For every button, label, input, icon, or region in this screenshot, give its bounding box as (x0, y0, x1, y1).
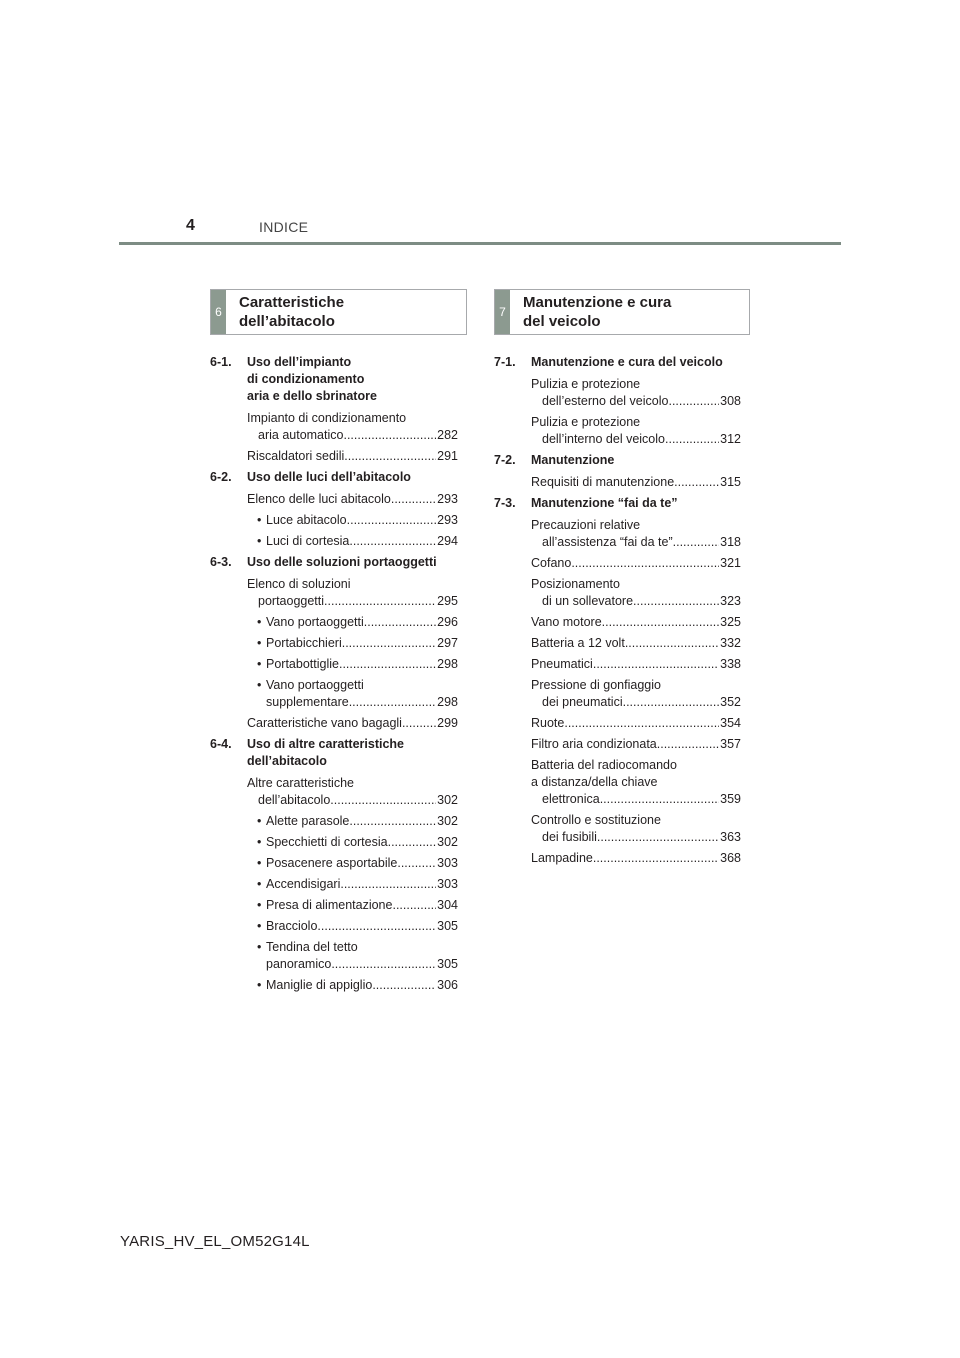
entry-label-line: Posizionamento (531, 577, 620, 591)
entry-label: Pneumatici (531, 657, 593, 671)
entry-line (531, 694, 741, 711)
entry-line (266, 977, 458, 994)
entry-label-line: Elenco di soluzioni (247, 577, 351, 591)
bullet-icon: • (257, 940, 262, 954)
entry-label: Batteria a 12 volt (531, 636, 625, 650)
toc-sub-entry[interactable] (247, 939, 458, 973)
entry-line (247, 792, 458, 809)
entry-page-number: 293 (437, 492, 458, 506)
entry-page-number: 368 (720, 851, 741, 865)
toc-entry[interactable] (247, 775, 458, 809)
toc-sub-entry[interactable] (247, 977, 458, 994)
entry-label-line: Pulizia e protezione (531, 415, 641, 429)
toc-entry[interactable] (531, 414, 741, 448)
entry-line (531, 614, 741, 631)
toc-entry[interactable] (531, 614, 741, 631)
dot-leader (317, 918, 436, 935)
dot-leader (674, 474, 719, 491)
entry-line (247, 491, 458, 508)
toc-entry[interactable] (247, 715, 458, 732)
entry-line (531, 635, 741, 652)
category-number: 7-3. (494, 496, 516, 510)
bullet-icon: • (257, 978, 262, 992)
toc-entry[interactable] (531, 474, 741, 491)
entry-page-number: 305 (437, 957, 458, 971)
footer-code: YARIS_HV_EL_OM52G14L (120, 1233, 310, 1250)
entry-label: Cofano (531, 556, 572, 570)
toc-entry-group (210, 410, 458, 465)
toc-entry[interactable] (531, 850, 741, 867)
entry-page-number: 306 (437, 978, 458, 992)
entry-label: Alette parasole (266, 814, 350, 828)
entry-page-number: 298 (437, 695, 458, 709)
category-title: Uso di altre caratteristiche dell’abitacolo (247, 737, 405, 768)
dot-leader (324, 593, 436, 610)
toc-category (210, 469, 458, 486)
bullet-icon: • (257, 856, 262, 870)
entry-line (247, 427, 458, 444)
toc-entry[interactable] (247, 410, 458, 444)
entry-label: portaoggetti (258, 594, 325, 608)
category-number: 6-2. (210, 470, 232, 484)
toc-sub-entry[interactable] (247, 677, 458, 711)
toc-entry[interactable] (531, 677, 741, 711)
entry-page-number: 332 (720, 636, 741, 650)
section-6-header (210, 289, 467, 335)
entry-label: all’assistenza “fai da te” (542, 535, 673, 549)
entry-page-number: 282 (437, 428, 458, 442)
entry-line (531, 555, 741, 572)
entry-page-number: 302 (437, 793, 458, 807)
toc-entry[interactable] (531, 576, 741, 610)
toc-sub-entry[interactable] (247, 635, 458, 652)
entry-line (531, 829, 741, 846)
category-title: Manutenzione e cura del veicolo (531, 355, 723, 369)
dot-leader (633, 593, 719, 610)
entry-page-number: 323 (720, 594, 741, 608)
toc-entry[interactable] (531, 635, 741, 652)
entry-label: Portabottiglie (266, 657, 339, 671)
dot-leader (402, 715, 436, 732)
toc-sub-entry[interactable] (247, 918, 458, 935)
toc-category (210, 554, 458, 571)
entry-page-number: 338 (720, 657, 741, 671)
entry-line (266, 834, 458, 851)
category-title: Manutenzione (531, 453, 615, 467)
dot-leader (593, 850, 719, 867)
bullet-icon: • (257, 636, 262, 650)
entry-page-number: 298 (437, 657, 458, 671)
entry-label: Presa di alimentazione (266, 898, 393, 912)
dot-leader (347, 512, 437, 529)
section-7-title: Manutenzione e cura del veicolo (523, 294, 672, 330)
entry-page-number: 297 (437, 636, 458, 650)
toc-entry-group (210, 491, 458, 550)
entry-page-number: 357 (720, 737, 741, 751)
entry-page-number: 305 (437, 919, 458, 933)
entry-page-number: 302 (437, 835, 458, 849)
dot-leader (657, 736, 719, 753)
dot-leader (349, 533, 436, 550)
entry-line (531, 715, 741, 732)
bullet-icon: • (257, 657, 262, 671)
entry-label-line: Impianto di condizionamento (247, 411, 407, 425)
entry-label-line: Vano portaoggetti (266, 678, 364, 692)
entry-label-line: Pressione di gonfiaggio (531, 678, 661, 692)
toc-entry-group (210, 576, 458, 732)
entry-label: supplementare (266, 695, 349, 709)
category-number: 6-1. (210, 355, 232, 369)
toc-entry-group (494, 474, 741, 491)
category-title: Uso delle luci dell’abitacolo (247, 470, 411, 484)
entry-label: Specchietti di cortesia (266, 835, 388, 849)
entry-label: Bracciolo (266, 919, 318, 933)
entry-page-number: 296 (437, 615, 458, 629)
toc-entry[interactable] (531, 376, 741, 410)
entry-page-number: 302 (437, 814, 458, 828)
dot-leader (600, 791, 719, 808)
entry-label: dei fusibili (542, 830, 597, 844)
entry-label-line: Precauzioni relative (531, 518, 641, 532)
dot-leader (344, 448, 436, 465)
entry-page-number: 303 (437, 856, 458, 870)
entry-label: Requisiti di manutenzione (531, 475, 675, 489)
category-title: Uso dell’impianto di condizionamento aria e dello sbrinatore (247, 355, 377, 403)
entry-label: Vano motore (531, 615, 602, 629)
entry-label: Riscaldatori sedili (247, 449, 345, 463)
toc-entry[interactable] (531, 555, 741, 572)
entry-label: dell’esterno del veicolo (542, 394, 669, 408)
section-6-title: Caratteristiche dell’abitacolo (239, 294, 345, 330)
entry-label: Accendisigari (266, 877, 341, 891)
entry-label: Maniglie di appiglio (266, 978, 373, 992)
dot-leader (331, 956, 436, 973)
section-7-header (494, 289, 750, 335)
toc-sub-entry[interactable] (247, 876, 458, 893)
entry-line (266, 876, 458, 893)
category-title: Uso delle soluzioni portaoggetti (247, 555, 437, 569)
entry-line (531, 791, 741, 808)
bullet-icon: • (257, 814, 262, 828)
entry-page-number: 303 (437, 877, 458, 891)
entry-label-line: Controllo e sostituzione (531, 813, 661, 827)
entry-label: Luci di cortesia (266, 534, 350, 548)
entry-line (531, 656, 741, 673)
toc-entry-group (494, 376, 741, 448)
toc-sub-entry[interactable] (247, 813, 458, 830)
toc-column-left (210, 354, 458, 998)
category-number: 6-3. (210, 555, 232, 569)
entry-label: Lampadine (531, 851, 593, 865)
entry-label-line: Pulizia e protezione (531, 377, 641, 391)
entry-line (531, 474, 741, 491)
entry-line (266, 918, 458, 935)
toc-entry[interactable] (531, 656, 741, 673)
entry-line (266, 956, 458, 973)
dot-leader (597, 829, 719, 846)
entry-label: Filtro aria condizionata (531, 737, 657, 751)
entry-page-number: 359 (720, 792, 741, 806)
dot-leader (397, 855, 436, 872)
bullet-icon: • (257, 534, 262, 548)
dot-leader (340, 876, 436, 893)
dot-leader (593, 656, 719, 673)
entry-label: Vano portaoggetti (266, 615, 364, 629)
entry-line (531, 736, 741, 753)
dot-leader (343, 427, 436, 444)
toc-sub-entry[interactable] (247, 656, 458, 673)
entry-line (266, 635, 458, 652)
dot-leader (673, 534, 720, 551)
entry-page-number: 294 (437, 534, 458, 548)
toc-entry[interactable] (531, 812, 741, 846)
toc-category (210, 354, 458, 405)
entry-line (266, 614, 458, 631)
entry-line (266, 855, 458, 872)
dot-leader (665, 431, 719, 448)
entry-line (266, 512, 458, 529)
entry-label-line: Altre caratteristiche (247, 776, 354, 790)
category-number: 7-2. (494, 453, 516, 467)
dot-leader (388, 834, 437, 851)
section-7-tab: 7 (495, 290, 510, 334)
page-number: 4 (186, 217, 195, 234)
dot-leader (364, 614, 436, 631)
toc-sub-entry[interactable] (247, 512, 458, 529)
header-title: INDICE (259, 219, 309, 235)
category-number: 6-4. (210, 737, 232, 751)
entry-page-number: 304 (437, 898, 458, 912)
toc-sub-entry[interactable] (247, 897, 458, 914)
entry-label-line: Batteria del radiocomando a distanza/della chiave (531, 758, 677, 789)
toc-sub-entry[interactable] (247, 614, 458, 631)
entry-page-number: 308 (720, 394, 741, 408)
bullet-icon: • (257, 898, 262, 912)
entry-label: dei pneumatici (542, 695, 623, 709)
entry-line (247, 448, 458, 465)
dot-leader (391, 491, 436, 508)
toc-entry-group (494, 517, 741, 867)
entry-label: panoramico (266, 957, 332, 971)
toc-category (210, 736, 458, 770)
bullet-icon: • (257, 919, 262, 933)
entry-page-number: 295 (437, 594, 458, 608)
toc-sub-entry[interactable] (247, 834, 458, 851)
dot-leader (349, 694, 436, 711)
entry-page-number: 363 (720, 830, 741, 844)
dot-leader (339, 656, 436, 673)
entry-line (531, 593, 741, 610)
entry-label: Elenco delle luci abitacolo (247, 492, 391, 506)
bullet-icon: • (257, 678, 262, 692)
entry-line (266, 813, 458, 830)
entry-line (266, 656, 458, 673)
entry-label: Luce abitacolo (266, 513, 347, 527)
toc-entry[interactable] (531, 757, 741, 808)
toc-sub-entry[interactable] (247, 533, 458, 550)
entry-label: Ruote (531, 716, 565, 730)
dot-leader (330, 792, 436, 809)
dot-leader (571, 555, 719, 572)
toc-category (494, 452, 741, 469)
entry-label: Caratteristiche vano bagagli (247, 716, 402, 730)
dot-leader (668, 393, 719, 410)
dot-leader (342, 635, 436, 652)
toc-entry[interactable] (531, 736, 741, 753)
entry-label: di un sollevatore (542, 594, 634, 608)
entry-line (266, 533, 458, 550)
dot-leader (623, 694, 720, 711)
toc-sub-entry[interactable] (247, 855, 458, 872)
toc-entry[interactable] (247, 576, 458, 610)
entry-page-number: 291 (437, 449, 458, 463)
entry-line (266, 694, 458, 711)
entry-label: elettronica (542, 792, 600, 806)
entry-page-number: 354 (720, 716, 741, 730)
toc-category (494, 495, 741, 512)
entry-label: aria automatico (258, 428, 344, 442)
entry-line (531, 431, 741, 448)
entry-label: Posacenere asportabile (266, 856, 398, 870)
category-number: 7-1. (494, 355, 516, 369)
entry-page-number: 352 (720, 695, 741, 709)
dot-leader (372, 977, 436, 994)
entry-line (531, 534, 741, 551)
entry-label: Portabicchieri (266, 636, 342, 650)
entry-label: dell’abitacolo (258, 793, 331, 807)
dot-leader (625, 635, 719, 652)
dot-leader (392, 897, 436, 914)
toc-entry-group (210, 775, 458, 994)
section-6-tab: 6 (211, 290, 226, 334)
entry-line (531, 850, 741, 867)
entry-label: dell’interno del veicolo (542, 432, 665, 446)
toc-category (494, 354, 741, 371)
bullet-icon: • (257, 877, 262, 891)
toc-column-right (494, 354, 741, 871)
entry-page-number: 318 (720, 535, 741, 549)
dot-leader (349, 813, 436, 830)
category-title: Manutenzione “fai da te” (531, 496, 678, 510)
entry-page-number: 325 (720, 615, 741, 629)
entry-page-number: 315 (720, 475, 741, 489)
entry-line (531, 393, 741, 410)
entry-page-number: 321 (720, 556, 741, 570)
entry-line (266, 897, 458, 914)
dot-leader (564, 715, 719, 732)
toc-entry[interactable] (247, 448, 458, 465)
bullet-icon: • (257, 835, 262, 849)
bullet-icon: • (257, 513, 262, 527)
bullet-icon: • (257, 615, 262, 629)
header-divider (119, 242, 841, 245)
entry-line (247, 715, 458, 732)
toc-entry[interactable] (531, 517, 741, 551)
dot-leader (602, 614, 719, 631)
entry-label-line: Tendina del tetto (266, 940, 358, 954)
toc-entry[interactable] (531, 715, 741, 732)
entry-line (247, 593, 458, 610)
entry-page-number: 299 (437, 716, 458, 730)
entry-page-number: 312 (720, 432, 741, 446)
toc-entry[interactable] (247, 491, 458, 508)
entry-page-number: 293 (437, 513, 458, 527)
